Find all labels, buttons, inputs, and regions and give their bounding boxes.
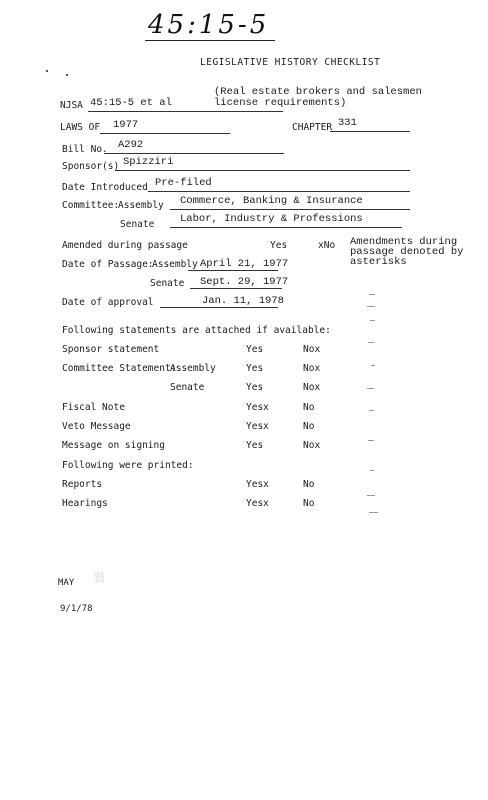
date-of-approval-value: Jan. 11, 1978 bbox=[202, 295, 284, 307]
handwritten-number: 45:15-5 bbox=[148, 10, 270, 40]
committee-assembly-label: Assembly bbox=[118, 200, 164, 211]
statement-yes: Yes bbox=[246, 363, 264, 374]
passage-senate-underline bbox=[190, 288, 282, 289]
printed-yes: Yesx bbox=[246, 498, 269, 509]
printed-heading: Following were printed: bbox=[62, 460, 194, 471]
statement-no: No bbox=[303, 421, 315, 432]
amended-note: Amendments during passage denoted by asterisks bbox=[350, 236, 464, 268]
footer-date: 9/1/78 bbox=[60, 604, 93, 614]
amended-no: xNo bbox=[318, 240, 336, 251]
date-of-approval-label: Date of approval bbox=[62, 297, 154, 308]
statement-sub: Senate bbox=[170, 382, 205, 393]
date-of-passage-label: Date of Passage: bbox=[62, 259, 154, 270]
laws-of-underline bbox=[100, 133, 230, 134]
date-introduced-underline bbox=[148, 191, 410, 192]
printed-label: Hearings bbox=[62, 498, 108, 509]
statement-label: Sponsor statement bbox=[62, 344, 160, 355]
bill-no-value: A292 bbox=[118, 139, 144, 151]
passage-senate-value: Sept. 29, 1977 bbox=[200, 276, 289, 288]
date-introduced-label: Date Introduced bbox=[62, 182, 148, 193]
committee-senate-underline bbox=[170, 227, 402, 228]
bill-no-underline bbox=[104, 153, 284, 154]
amended-yes: Yes bbox=[270, 240, 288, 251]
statement-yes: Yes bbox=[246, 344, 264, 355]
committee-senate-label: Senate bbox=[120, 219, 155, 230]
page-title: LEGISLATIVE HISTORY CHECKLIST bbox=[200, 57, 381, 68]
printed-yes: Yesx bbox=[246, 479, 269, 490]
bill-no-label: Bill No. bbox=[62, 144, 108, 155]
chapter-underline bbox=[330, 131, 410, 132]
printed-no: No bbox=[303, 498, 315, 509]
passage-assembly-value: April 21, 1977 bbox=[200, 258, 289, 270]
committee-senate-value: Labor, Industry & Professions bbox=[180, 213, 363, 225]
underline bbox=[145, 40, 275, 41]
passage-senate-label: Senate bbox=[150, 278, 185, 289]
committee-assembly-underline bbox=[170, 209, 410, 210]
committee-assembly-value: Commerce, Banking & Insurance bbox=[180, 195, 363, 207]
sponsor-value: Spizziri bbox=[123, 156, 174, 168]
njsa-label: NJSA bbox=[60, 100, 83, 111]
chapter-label: CHAPTER bbox=[292, 122, 333, 133]
committee-label: Committee: bbox=[62, 200, 120, 211]
statement-no: Nox bbox=[303, 344, 321, 355]
faint-stamp-mark: ░░ bbox=[95, 573, 105, 582]
passage-assembly-underline bbox=[188, 270, 278, 271]
printed-label: Reports bbox=[62, 479, 103, 490]
stray-mark bbox=[66, 74, 68, 76]
statement-no: Nox bbox=[303, 382, 321, 393]
laws-of-value: 1977 bbox=[113, 119, 139, 131]
subject-note: (Real estate brokers and salesmen license requirements) bbox=[214, 86, 422, 109]
printed-no: No bbox=[303, 479, 315, 490]
date-of-approval-underline bbox=[160, 307, 278, 308]
date-introduced-value: Pre-filed bbox=[155, 177, 212, 189]
statement-no: Nox bbox=[303, 363, 321, 374]
statement-label: Fiscal Note bbox=[62, 402, 125, 413]
footer-stamp: MAY bbox=[58, 578, 75, 588]
laws-of-label: LAWS OF bbox=[60, 122, 101, 133]
scan-noise bbox=[365, 290, 385, 520]
passage-assembly-label: Assembly bbox=[152, 259, 198, 270]
statement-no: No bbox=[303, 402, 315, 413]
statement-yes: Yes bbox=[246, 382, 264, 393]
statement-label: Veto Message bbox=[62, 421, 131, 432]
statement-sub: Assembly bbox=[170, 363, 216, 374]
amended-label: Amended during passage bbox=[62, 240, 188, 251]
statement-label: Committee Statement: bbox=[62, 363, 177, 374]
chapter-value: 331 bbox=[338, 117, 357, 129]
statement-yes: Yesx bbox=[246, 402, 269, 413]
statement-label: Message on signing bbox=[62, 440, 165, 451]
sponsor-underline bbox=[115, 170, 410, 171]
statement-yes: Yesx bbox=[246, 421, 269, 432]
njsa-underline bbox=[88, 111, 283, 112]
sponsor-label: Sponsor(s) bbox=[62, 161, 120, 172]
statements-heading: Following statements are attached if available: bbox=[62, 325, 331, 336]
statement-no: Nox bbox=[303, 440, 321, 451]
statement-yes: Yes bbox=[246, 440, 264, 451]
njsa-value: 45:15-5 et al bbox=[90, 97, 172, 109]
stray-mark bbox=[46, 70, 48, 72]
